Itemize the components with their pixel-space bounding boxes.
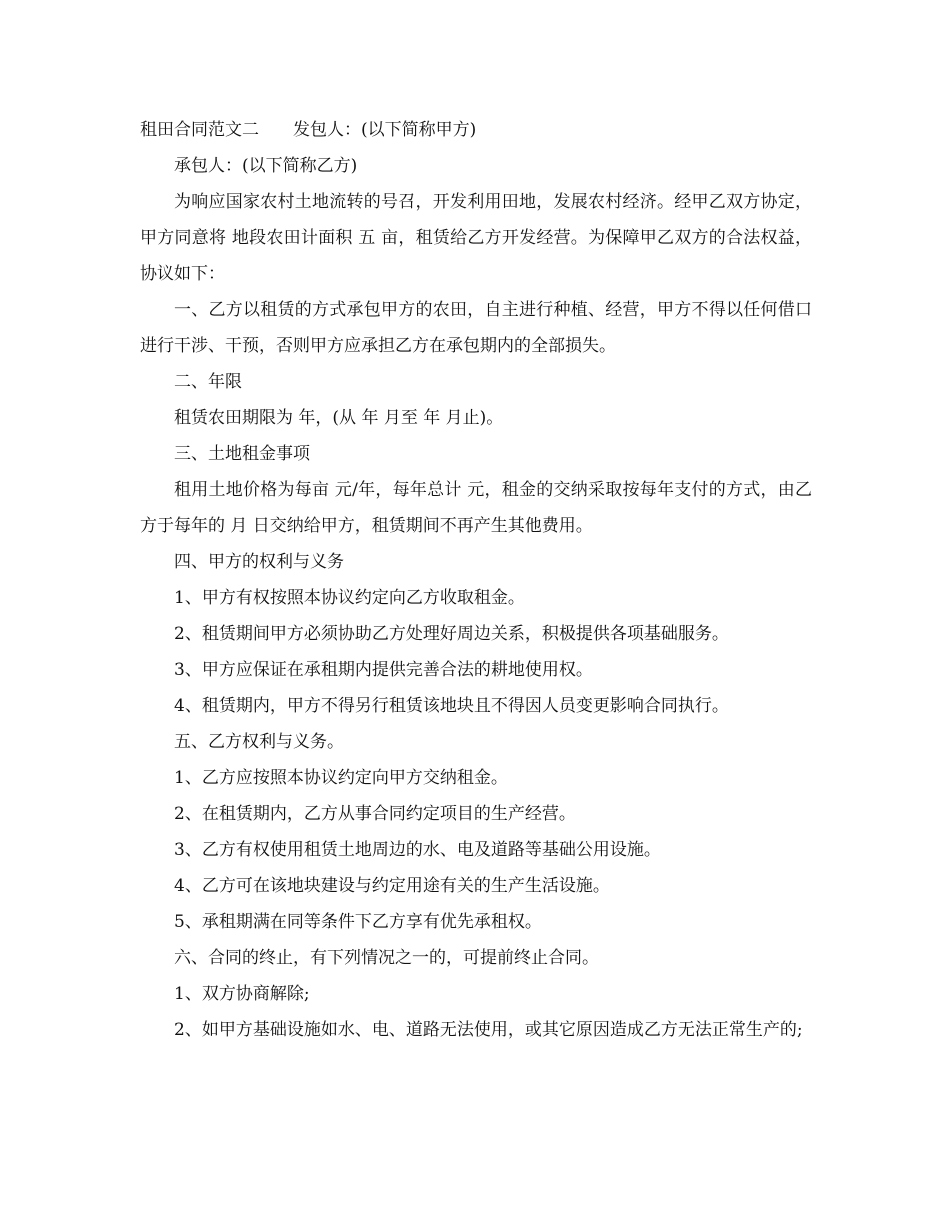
section-heading-party-b: 五、乙方权利与义务。: [174, 732, 344, 752]
contract-heading: 租田合同范文二 发包人：(以下简称甲方): [140, 120, 477, 140]
clause-1: 一、乙方以租赁的方式承包甲方的农田，自主进行种植、经营，甲方不得以任何借口进行干涉、干预，否则甲方应承担乙方在承包期内的全部损失。: [140, 300, 812, 356]
list-item: 1、甲方有权按照本协议约定向乙方收取租金。: [174, 588, 525, 608]
paragraph-contractor: 承包人：(以下简称乙方): [174, 156, 358, 176]
list-item: 3、甲方应保证在承租期内提供完善合法的耕地使用权。: [174, 660, 593, 680]
paragraph-term: 租赁农田期限为 年，(从 年 月至 年 月止)。: [174, 408, 504, 428]
paragraph-preamble: 为响应国家农村土地流转的号召，开发利用田地，发展农村经济。经甲乙双方协定，甲方同意将 地段农田计面积 五 亩，租赁给乙方开发经营。为保障甲乙双方的合法权益，协议如下：: [140, 192, 812, 284]
list-item: 1、乙方应按照本协议约定向甲方交纳租金。: [174, 768, 508, 788]
list-item: 2、在租赁期内，乙方从事合同约定项目的生产经营。: [174, 804, 576, 824]
list-item: 5、承租期满在同等条件下乙方享有优先承租权。: [174, 912, 542, 932]
list-item: 2、租赁期间甲方必须协助乙方处理好周边关系，积极提供各项基础服务。: [174, 624, 729, 644]
section-heading-party-a: 四、甲方的权利与义务: [174, 552, 344, 572]
list-item: 2、如甲方基础设施如水、电、道路无法使用，或其它原因造成乙方无法正常生产的;: [174, 1020, 803, 1040]
section-heading-term: 二、年限: [174, 372, 242, 392]
document-page: [140, 112, 812, 1048]
section-heading-rent: 三、土地租金事项: [174, 444, 310, 464]
list-item: 4、租赁期内，甲方不得另行租赁该地块且不得因人员变更影响合同执行。: [174, 696, 729, 716]
list-item: 1、双方协商解除;: [174, 984, 310, 1004]
list-item: 4、乙方可在该地块建设与约定用途有关的生产生活设施。: [174, 876, 610, 896]
list-item: 3、乙方有权使用租赁土地周边的水、电及道路等基础公用设施。: [174, 840, 661, 860]
section-heading-termination: 六、合同的终止，有下列情况之一的，可提前终止合同。: [174, 948, 599, 968]
paragraph-rent: 租用土地价格为每亩 元/年，每年总计 元，租金的交纳采取按每年支付的方式，由乙方于每年的 月 日交纳给甲方，租赁期间不再产生其他费用。: [140, 480, 812, 536]
